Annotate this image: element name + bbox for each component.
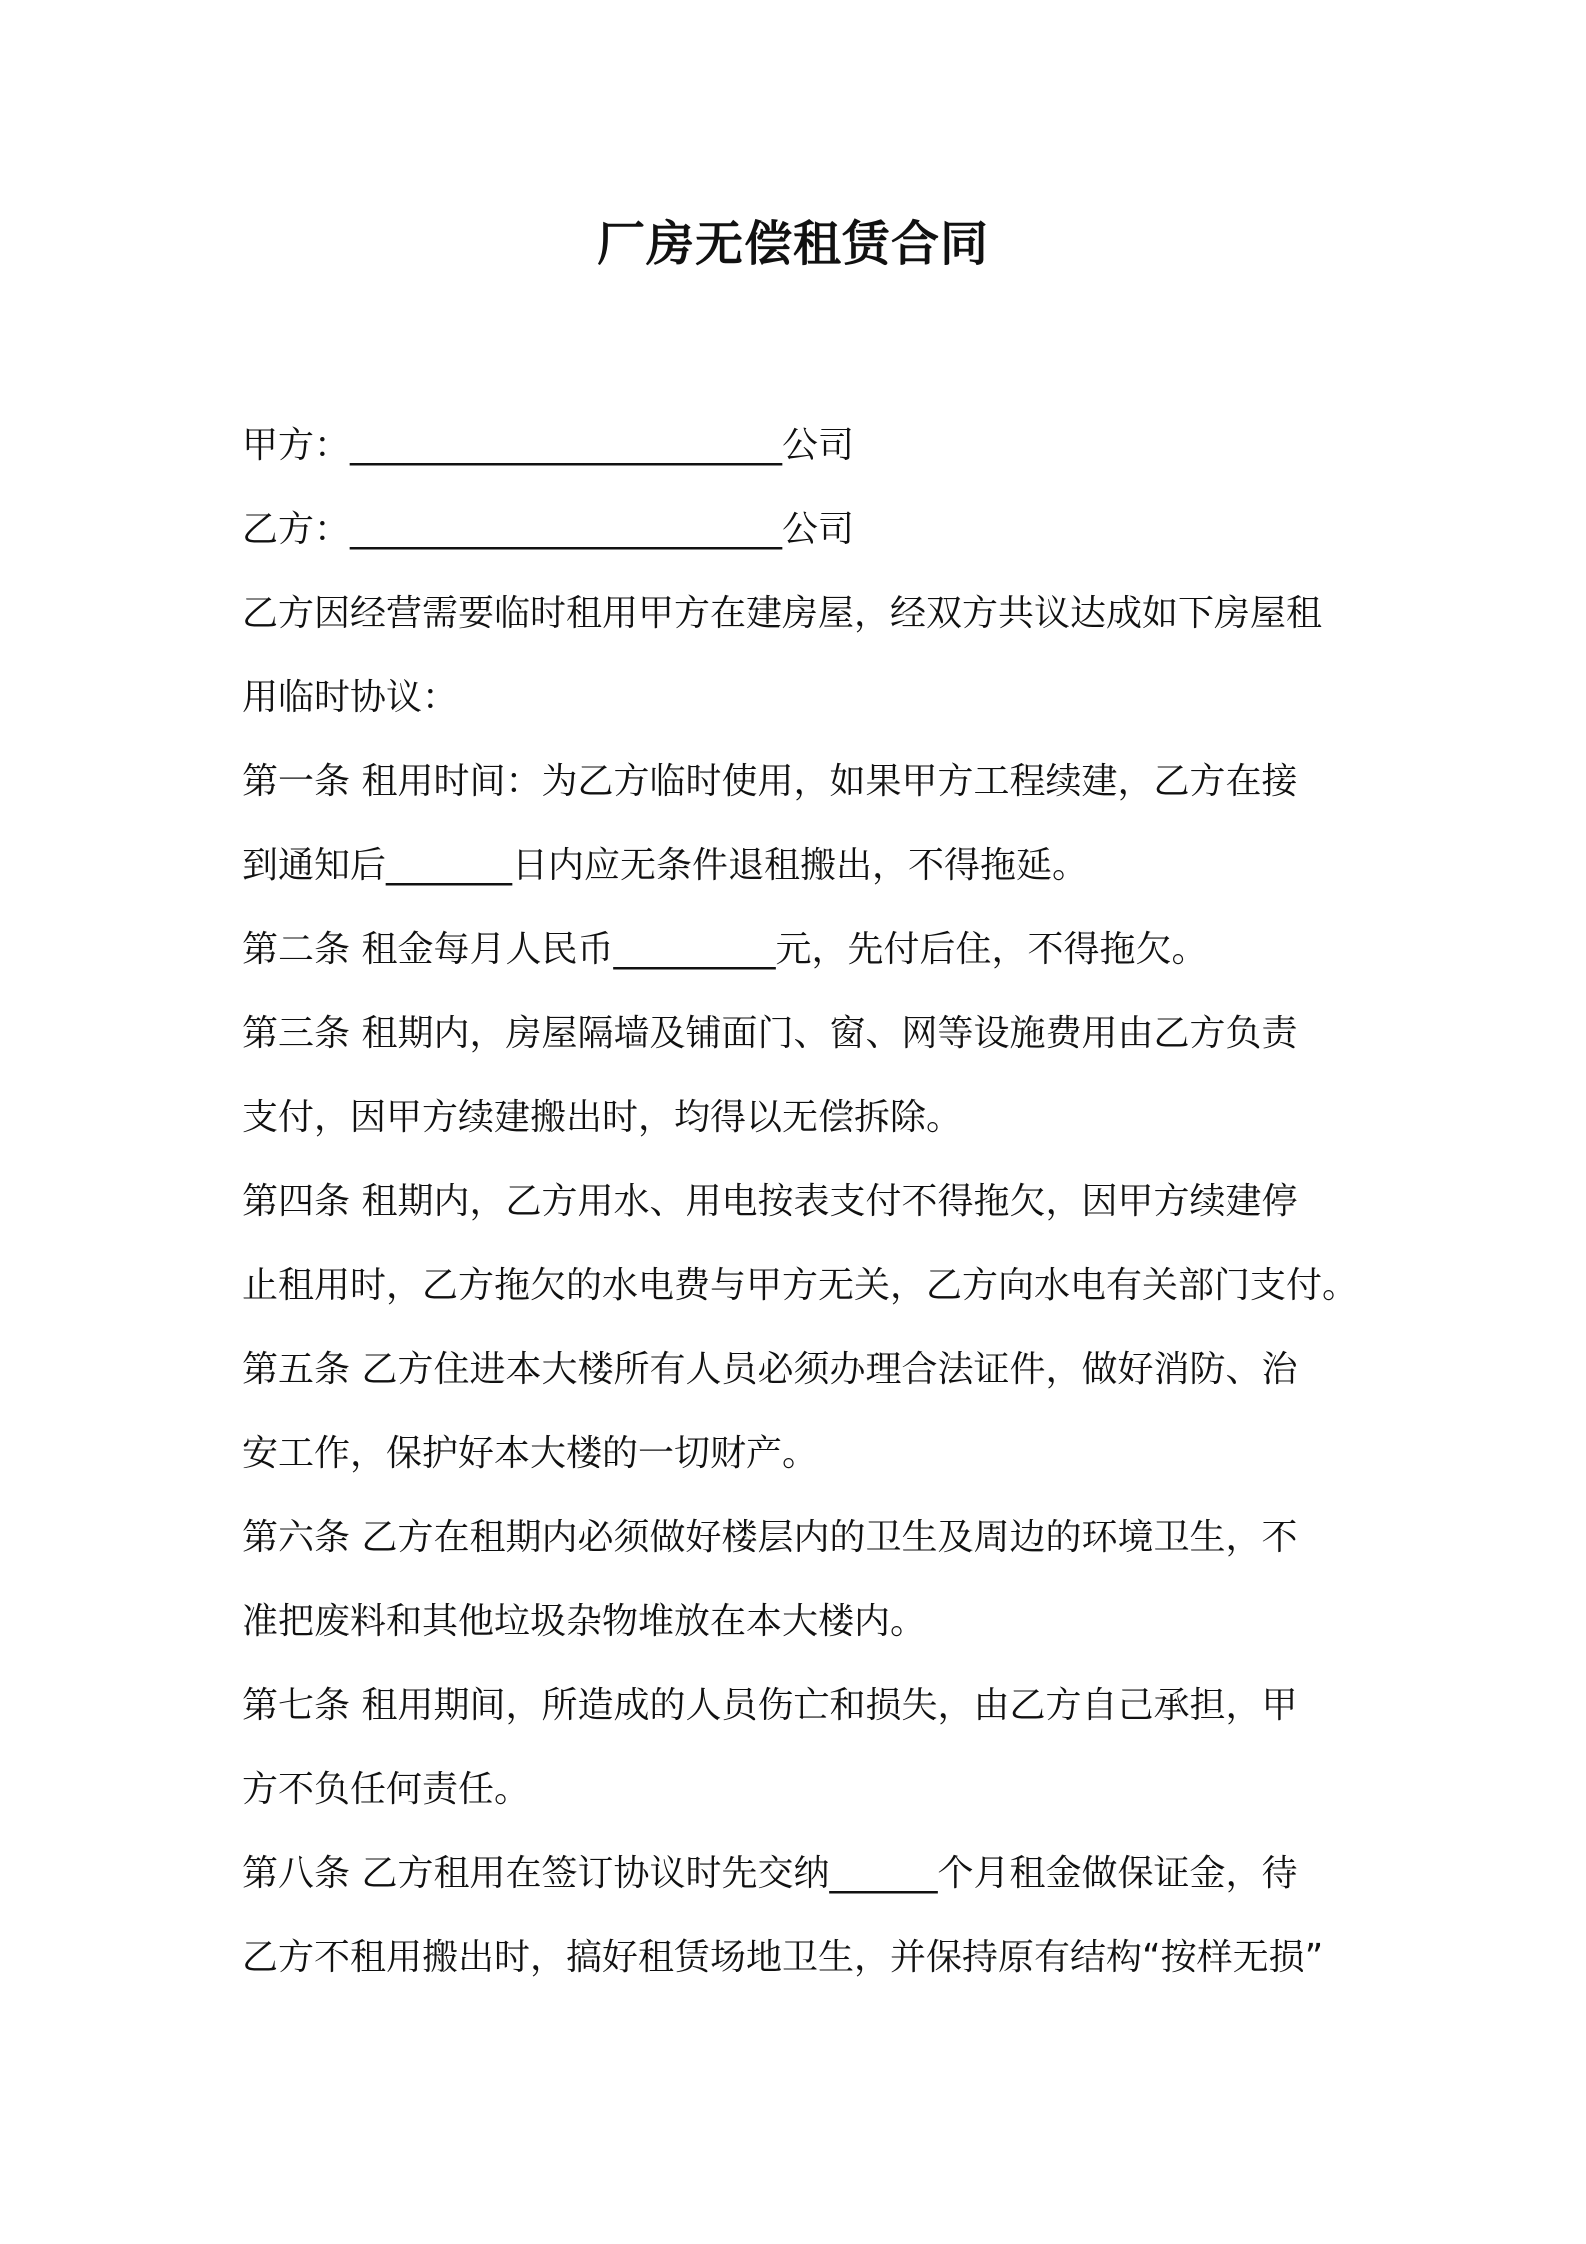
article-4-line-1: 第四条 租期内，乙方用水、用电按表支付不得拖欠，因甲方续建停 — [242, 1181, 1298, 1222]
document-body — [242, 404, 1362, 2000]
preamble-line-2: 用临时协议： — [242, 677, 459, 718]
document-title: 厂房无偿租赁合同 — [596, 216, 989, 272]
article-7-line-2: 方不负任何责任。 — [242, 1769, 531, 1810]
article-8-line-2: 乙方不租用搬出时，搞好租赁场地卫生，并保持原有结构“按样无损” — [242, 1937, 1324, 1978]
preamble-line-1: 乙方因经营需要临时租用甲方在建房屋，经双方共议达成如下房屋租 — [242, 593, 1323, 634]
article-5-line-1: 第五条 乙方住进本大楼所有人员必须办理合法证件，做好消防、治 — [242, 1349, 1298, 1390]
article-3-line-1: 第三条 租期内，房屋隔墙及铺面门、窗、网等设施费用由乙方负责 — [242, 1013, 1298, 1054]
article-8-line-1: 第八条 乙方租用在签订协议时先交纳______个月租金做保证金，待 — [242, 1853, 1298, 1894]
article-1-line-2: 到通知后_______日内应无条件退租搬出，不得拖延。 — [242, 845, 1089, 886]
article-3-line-2: 支付，因甲方续建搬出时，均得以无偿拆除。 — [242, 1097, 963, 1138]
article-2-line-1: 第二条 租金每月人民币_________元，先付后住，不得拖欠。 — [242, 929, 1208, 970]
article-1-line-1: 第一条 租用时间：为乙方临时使用，如果甲方工程续建，乙方在接 — [242, 761, 1298, 802]
article-7-line-1: 第七条 租用期间，所造成的人员伤亡和损失，由乙方自己承担，甲 — [242, 1685, 1298, 1726]
article-5-line-2: 安工作，保护好本大楼的一切财产。 — [242, 1433, 819, 1474]
article-4-line-2: 止租用时，乙方拖欠的水电费与甲方无关，乙方向水电有关部门支付。 — [242, 1265, 1359, 1306]
party-a-line: 甲方：________________________公司 — [242, 425, 855, 466]
article-6-line-1: 第六条 乙方在租期内必须做好楼层内的卫生及周边的环境卫生，不 — [242, 1517, 1298, 1558]
party-b-line: 乙方：________________________公司 — [242, 509, 855, 550]
article-6-line-2: 准把废料和其他垃圾杂物堆放在本大楼内。 — [242, 1601, 927, 1642]
